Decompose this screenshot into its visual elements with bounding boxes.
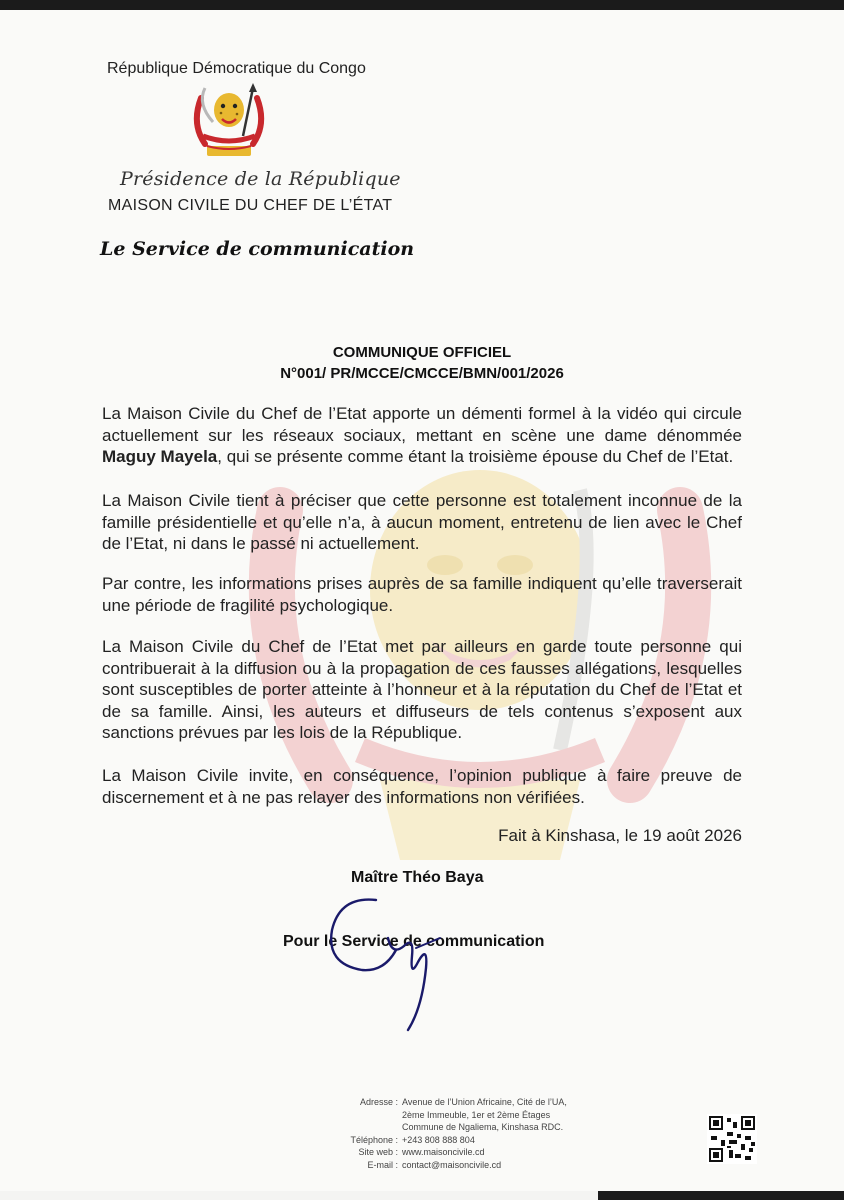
paragraph-2: La Maison Civile tient à préciser que cette personne est totalement inconnue de la famille présidentielle et qu’elle n’a, à aucun moment, entretenu de lien avec le Chef de l’Etat, ni dans le passé ni actuellement. [102, 491, 742, 553]
paragraph-1-text-a: La Maison Civile du Chef de l’Etat apporte un démenti formel à la vidéo qui circule actuellement sur les réseaux sociaux, mettant en scène une dame dénommée [102, 404, 742, 445]
paragraph-5: La Maison Civile invite, en conséquence, l’opinion publique à faire preuve de discernement et à ne pas relayer des informations non vérifiées. [102, 766, 742, 807]
coat-of-arms-icon [183, 80, 275, 164]
place-and-date: Fait à Kinshasa, le 19 août 2026 [498, 826, 742, 845]
phone-label: Téléphone : [350, 1134, 398, 1145]
person-name: Maguy Mayela [102, 447, 218, 466]
paragraph-1 [102, 403, 742, 468]
address-row-3 [320, 1121, 567, 1134]
top-dark-border [0, 0, 844, 10]
address-row-2 [320, 1109, 567, 1122]
email-label: E-mail : [367, 1159, 398, 1170]
website-link[interactable]: www.maisoncivile.cd [402, 1147, 485, 1157]
address-line-1: Avenue de l’Union Africaine, Cité de l’UA, [402, 1097, 567, 1107]
country-name: République Démocratique du Congo [107, 60, 366, 77]
address-row [320, 1096, 567, 1109]
presidence-heading: Présidence de la République [120, 168, 401, 190]
paragraph-3: Par contre, les informations prises auprès de sa famille indiquent qu’elle traverserait une période de fragilité psychologique. [102, 574, 742, 615]
handwritten-signature [318, 878, 458, 1038]
web-row [320, 1146, 567, 1159]
qr-code-icon[interactable] [707, 1114, 757, 1164]
phone-number: +243 808 888 804 [402, 1134, 475, 1145]
communique-title: COMMUNIQUE OFFICIEL [332, 344, 512, 361]
email-row [320, 1159, 567, 1172]
footer-contact [320, 1096, 567, 1171]
signer-name: Maître Théo Baya [351, 869, 484, 886]
web-label: Site web : [358, 1147, 398, 1157]
paragraph-1-text-b: , qui se présente comme étant la troisième épouse du Chef de l’Etat. [217, 447, 734, 466]
signature-caption: Pour le Service de communication [283, 933, 545, 950]
bottom-dark-border [598, 1191, 844, 1200]
communique-number: N°001/ PR/MCCE/CMCCE/BMN/001/2026 [280, 365, 564, 382]
email-link[interactable]: contact@maisoncivile.cd [402, 1159, 502, 1170]
maison-civile-heading: MAISON CIVILE DU CHEF DE L’ÉTAT [108, 197, 393, 214]
phone-row [320, 1134, 567, 1147]
address-label: Adresse : [359, 1097, 398, 1107]
paragraph-4: La Maison Civile du Chef de l’Etat met par ailleurs en garde toute personne qui contribuerait à la diffusion ou à la propagation de ces fausses allégations, lesquelles sont susceptibles de porter atteinte à l’honneur et à la réputation du Chef de l’Etat et de sa famille. Ainsi, les auteurs et diffuseurs de tels contenus s’exposent aux sanctions prévues par les lois de la République. [102, 637, 742, 742]
service-heading: Le Service de communication [100, 238, 415, 260]
address-line-3: Commune de Ngaliema, Kinshasa RDC. [402, 1122, 564, 1132]
address-line-2: 2ème Immeuble, 1er et 2ème Étages [402, 1109, 551, 1120]
